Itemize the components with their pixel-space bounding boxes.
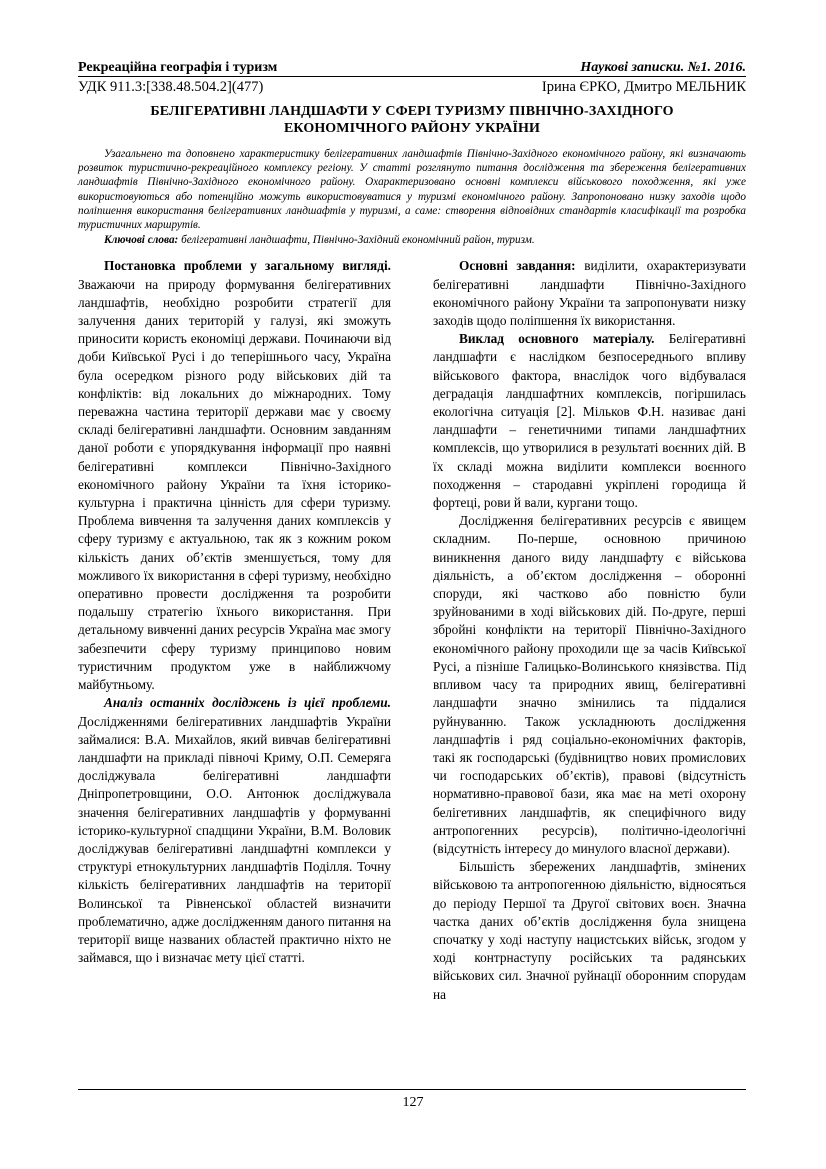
- udc-code: УДК 911.3:[338.48.504.2](477): [78, 79, 264, 95]
- text-main: Белігеративні ландшафти є наслідком безпосереднього впливу військового фактора, внаслідок чого відбувалася деградація ландшафтних комплексів, погіршилась екологічна ситуація [2]. Мільков Ф.Н. називає дані ландшафти – генетичними типами ландшафтних комплексів, що утворилися в результаті воєнних дій. В їх складі можна виділити комплекси воєнного походження – стародавні укріплені городища й фортеці, рови й вали, кургани тощо.: [433, 331, 747, 511]
- keywords-label: Ключові слова:: [104, 234, 179, 247]
- article-meta: [78, 78, 746, 97]
- paragraph-research: Дослідження белігеративних ресурсів є явищем складним. По-перше, основною причиною виникнення даного виду ландшафту є військова діяльність, а об’єктом дослідження – оборонні споруди, які частково або повністю були зруйнованими в ході військових дій. По-друге, перші збройні конфлікти на території Північно-Західного економічного району проходили ще за часів Київської Русі, а пізніше Галицько-Волинського князівства. Під впливом часу та природних явищ, белігеративні ландшафти значно змінились та піддалися руйнуванню. Також ускладнюють дослідження ландшафтів і ряд соціально-економічних факторів, такі як господарські (будівництво нових промислових чи господарських об’єктів), правові (відсутність нормативно-правової бази, яка має на меті охорону белігетивних ландшафтів, як специфічного виду антропогенних ресурсів), політично-ідеологічні (відсутність інтересу до минулого власної держави).: [433, 513, 746, 856]
- text-analysis: Дослідженнями белігеративних ландшафтів України займалися: В.А. Михайлов, який вивчав белігеративні ландшафти на прикладі півночі Криму, О.П. Семеряга досліджувала белігеративні ландшафти Дніпропетровщини, О.О. Антонюк досліджувала значення белігеративних ландшафтів у формуванні історико-культурної спадщини України, В.М. Воловик досліджував белігеративні ландшафтні комплекси у структурі етнокультурних ландшафтів Поділля. Точну кількість белігеративних ландшафтів на території Волинської та Рівненської областей визначити проблематично, адже дослідженням даного питання на території вище названих областей практично ніхто не займався, що і визначає мету цієї статті.: [78, 713, 391, 966]
- page-number: 127: [402, 1095, 424, 1110]
- section-title: Рекреаційна географія і туризм: [78, 60, 278, 75]
- running-header: [78, 58, 746, 77]
- heading-problem: Постановка проблеми у загальному вигляді.: [104, 258, 391, 274]
- journal-title: Наукові записки. №1. 2016.: [580, 60, 746, 75]
- paragraph-problem: [78, 257, 391, 694]
- right-column: [433, 257, 746, 1003]
- paragraph-main: [433, 330, 746, 512]
- keywords-text: белігеративні ландшафти, Північно-Західний економічний район, туризм.: [178, 234, 535, 247]
- paragraph-analysis: [78, 694, 391, 967]
- keywords: [78, 233, 746, 247]
- article-title: БЕЛІГЕРАТИВНІ ЛАНДШАФТИ У СФЕРІ ТУРИЗМУ ПІВНІЧНО-ЗАХІДНОГО ЕКОНОМІЧНОГО РАЙОНУ УКРАЇНИ: [150, 104, 674, 136]
- text-problem: Зважаючи на природу формування белігеративних ландшафтів, необхідно розробити стратегії для залучення даних територій у галузі, які зможуть приносити користь економіці держави. Починаючи від доби Київської Русі і до теперішнього часу, Україна була осередком різного роду військових дій та конфліктів: від локальних до міжнародних. Тому переважна частина території держави має у своєму складі белігеративні ландшафти. Основним завданням даної роботи є упорядкування інформації про наявні белігеративні комплекси Північно-Західного економічного району України та їхня історико-культурна і практична цінність для сфери туризму. Проблема вивчення та залучення даних комплексів у сферу туризму є актуальною, так як з кожним роком кількість даних об’єктів зменшується, тому для можливого їх використання в сфері туризму, необхідно оперативно провести дослідження та розробити подальшу стратегію їхнього використання. При детальному вивченні даних ресурсів Україна має змогу забезпечити сферу туризму принципово новим туристичним продуктом уже в найближчому майбутньому.: [78, 276, 392, 693]
- journal-page: [78, 58, 746, 1148]
- body-columns: [78, 257, 746, 1003]
- authors: Ірина ЄРКО, Дмитро МЕЛЬНИК: [541, 79, 746, 95]
- footer-rule: [78, 1089, 746, 1090]
- text-tasks: виділити, охарактеризувати белігеративні ландшафти Північно-Західного економічного району України та запропонувати низку заходів щодо поліпшення їх використання.: [433, 258, 746, 329]
- heading-main: Виклад основного матеріалу.: [459, 331, 655, 347]
- left-column: [78, 257, 391, 1003]
- paragraph-preserved: Більшість збережених ландшафтів, змінених військовою та антропогенною діяльністю, відносяться до періоду Першої та Другої світових воєн. Значна частка даних об’єктів дослідження була знищена спочатку у ході наступу нацистських військ, згодом у ході контрнаступу російських та радянських військових сил. Значної руйнації оборонним спорудам на: [433, 859, 746, 1002]
- paragraph-tasks: [433, 257, 746, 330]
- heading-tasks: Основні завдання:: [459, 258, 576, 274]
- heading-analysis: Аналіз останніх досліджень із цієї проблеми.: [104, 695, 391, 711]
- abstract: Узагальнено та доповнено характеристику белігеративних ландшафтів Північно-Західного економічного району, які визначають розвиток туристично-рекреаційного комплексу регіону. У статті розглянуто питання дослідження та збереження белігеративних ландшафтів Північно-Західного економічного району. Охарактеризовано основні комплекси військового походження, які уже використовуються або потенційно можуть використовуватися у туризмі економічного району. Запропоновано низку заходів щодо поліпшення використання белігеративних ландшафтів у туризмі, а саме: створення відповідних стандартів класифікації та розробка туристичних маршрутів.: [78, 148, 746, 232]
